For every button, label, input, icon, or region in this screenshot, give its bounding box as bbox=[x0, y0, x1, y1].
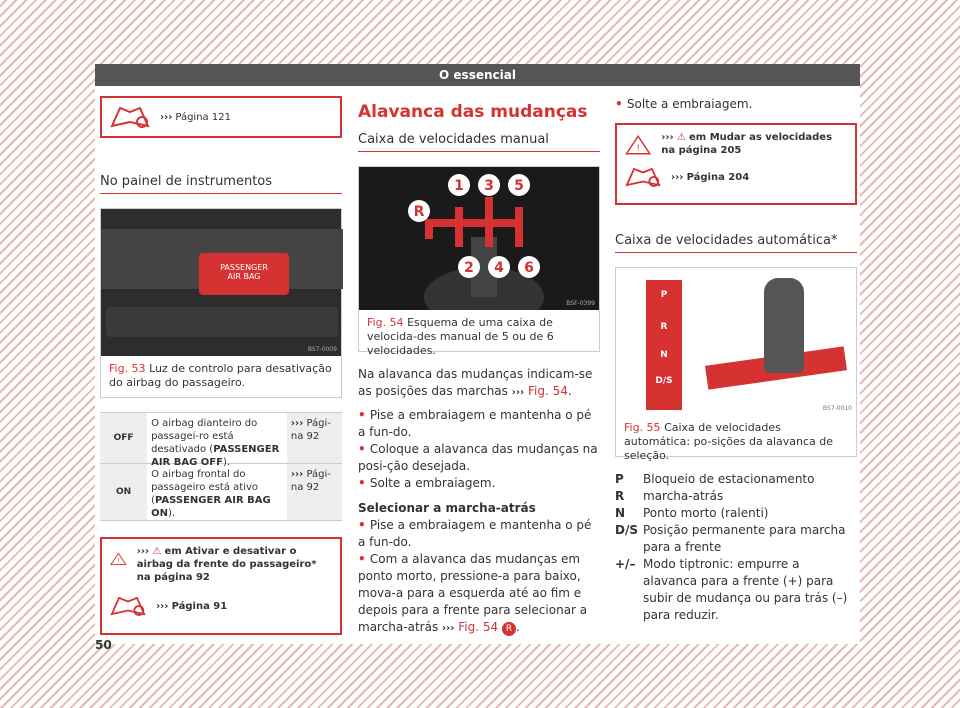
table-cell-text: O airbag frontal do passageiro está ativo (PASSENGER AIR BAG ON). bbox=[151, 469, 271, 519]
list-item: • Solte a embraiagem. bbox=[358, 475, 600, 492]
warning-ref[interactable]: ››› ⚠ em Ativar e desativar o airbag da frente do passageiro* na página 92 bbox=[136, 546, 317, 583]
intro-paragraph: Na alavanca das mudanças indicam-se as posições das marchas ››› Fig. 54. bbox=[358, 367, 593, 398]
gear-label: 4 bbox=[494, 260, 504, 276]
table-row bbox=[100, 413, 342, 468]
figure-caption-text: Esquema de uma caixa de velocida-des manual de 5 ou de 6 velocidades. bbox=[367, 316, 554, 357]
automatic-gear-image bbox=[616, 268, 856, 415]
fig-ref-link[interactable]: Fig. 54 bbox=[458, 620, 499, 634]
indicator-table bbox=[100, 412, 342, 521]
table-cell-text: O airbag dianteiro do passagei-ro está desativado (PASSENGER AIR BAG OFF). bbox=[151, 418, 280, 468]
list-item: • Com a alavanca das mudanças em ponto morto, pressione-a para baixo, mova-a para a esquerda até ao fim e depois para a frente para selecionar a marcha-atrás ››› Fig. 54 R . bbox=[358, 552, 588, 634]
table-cell-ref[interactable]: ››› Pági-na 92 bbox=[287, 413, 342, 463]
figure-number: Fig. 55 bbox=[624, 421, 661, 434]
subheading-manual: Caixa de velocidades manual bbox=[358, 132, 600, 152]
gear-label: 2 bbox=[464, 260, 474, 276]
main-heading: Alavanca das mudanças bbox=[358, 102, 588, 122]
right-note-box bbox=[615, 123, 857, 205]
section-title-automatic: Caixa de velocidades automática* bbox=[615, 233, 857, 253]
warning-icon bbox=[110, 545, 127, 573]
left-column bbox=[100, 96, 342, 635]
page-number: 50 bbox=[95, 638, 112, 652]
top-note-ref[interactable]: Página 121 bbox=[175, 111, 231, 123]
warning-icon bbox=[625, 131, 651, 159]
legend-row: +/– Modo tiptronic: empurre a alavanca para a frente (+) para subir de mudança ou para trás (–) para reduzir. bbox=[615, 557, 848, 622]
figure-55 bbox=[615, 267, 857, 462]
list-item: • Solte a embraiagem. bbox=[615, 96, 857, 113]
gear-label: 1 bbox=[454, 178, 464, 194]
list-item: • Pise a embraiagem e mantenha o pé a fun-do. bbox=[358, 517, 600, 551]
top-note-box bbox=[100, 96, 342, 138]
gear-badge-r: R bbox=[502, 622, 516, 636]
gearshift-image bbox=[359, 167, 599, 310]
gate-letter: N bbox=[660, 350, 668, 360]
ref-arrows: ››› bbox=[160, 111, 173, 123]
book-icon bbox=[110, 594, 146, 618]
figure-caption bbox=[101, 356, 341, 396]
gear-diagram bbox=[359, 167, 599, 310]
airbag-panel-image bbox=[101, 209, 341, 356]
figure-caption bbox=[359, 310, 599, 364]
figure-code: BS7-0010 bbox=[822, 405, 852, 412]
list-item: • Pise a embraiagem e mantenha o pé a fun-do. bbox=[358, 407, 600, 441]
legend-row: R marcha-atrás bbox=[615, 489, 724, 503]
manual-page bbox=[95, 64, 860, 652]
figure-53 bbox=[100, 208, 342, 398]
passenger-airbag-button bbox=[199, 253, 289, 295]
panel-label-1: PASSENGER bbox=[220, 263, 268, 272]
airbag-on-icon: ON bbox=[100, 464, 147, 520]
gear-label: 6 bbox=[524, 260, 534, 276]
legend-row: N Ponto morto (ralenti) bbox=[615, 506, 769, 520]
figure-caption-text: Luz de controlo para desativação do airbag do passageiro. bbox=[109, 362, 332, 389]
gate-letter: R bbox=[660, 322, 668, 332]
figure-caption bbox=[616, 415, 856, 469]
panel-label-2: AIR BAG bbox=[227, 272, 261, 281]
airbag-off-icon: OFF bbox=[100, 413, 147, 463]
gear-label: 5 bbox=[514, 178, 524, 194]
table-row bbox=[100, 464, 342, 521]
table-cell-ref[interactable]: ››› Pági-na 92 bbox=[287, 464, 342, 520]
figure-number: Fig. 54 bbox=[367, 316, 404, 329]
gear-label: R bbox=[413, 204, 425, 220]
legend-row: P Bloqueio de estacionamento bbox=[615, 472, 815, 486]
warning-ref[interactable]: ››› ⚠ em Mudar as velocidades na página 205 bbox=[661, 132, 833, 156]
gate-letter: P bbox=[660, 290, 668, 300]
figure-code: BS7-0009 bbox=[307, 346, 337, 353]
svg-text:!: ! bbox=[117, 558, 120, 565]
bottom-note-box bbox=[100, 537, 342, 635]
figure-code: BSF-0399 bbox=[566, 300, 595, 307]
list-item: • Coloque a alavanca das mudanças na posi-ção desejada. bbox=[358, 441, 600, 475]
book-ref[interactable]: ››› Página 204 bbox=[671, 171, 750, 183]
figure-54 bbox=[358, 166, 600, 357]
gate-letters bbox=[646, 280, 682, 410]
figure-number: Fig. 53 bbox=[109, 362, 146, 375]
gear-label: 3 bbox=[484, 178, 494, 194]
middle-column bbox=[358, 102, 600, 637]
gear-legend bbox=[615, 471, 857, 624]
page-header: O essencial bbox=[95, 64, 860, 86]
book-icon bbox=[110, 104, 150, 130]
section-title-instruments: No painel de instrumentos bbox=[100, 174, 342, 194]
right-column bbox=[615, 96, 857, 624]
book-icon bbox=[625, 165, 661, 189]
svg-text:!: ! bbox=[636, 142, 640, 154]
book-ref[interactable]: ››› Página 91 bbox=[156, 600, 228, 612]
reverse-subheading: Selecionar a marcha-atrás bbox=[358, 501, 536, 515]
legend-row: D/S Posição permanente para marcha para a frente bbox=[615, 523, 846, 554]
gate-letter: D/S bbox=[655, 376, 673, 386]
figure-caption-text: Caixa de velocidades automática: po-sições da alavanca de seleção. bbox=[624, 421, 834, 462]
fig-ref-link[interactable]: Fig. 54 bbox=[527, 384, 568, 398]
